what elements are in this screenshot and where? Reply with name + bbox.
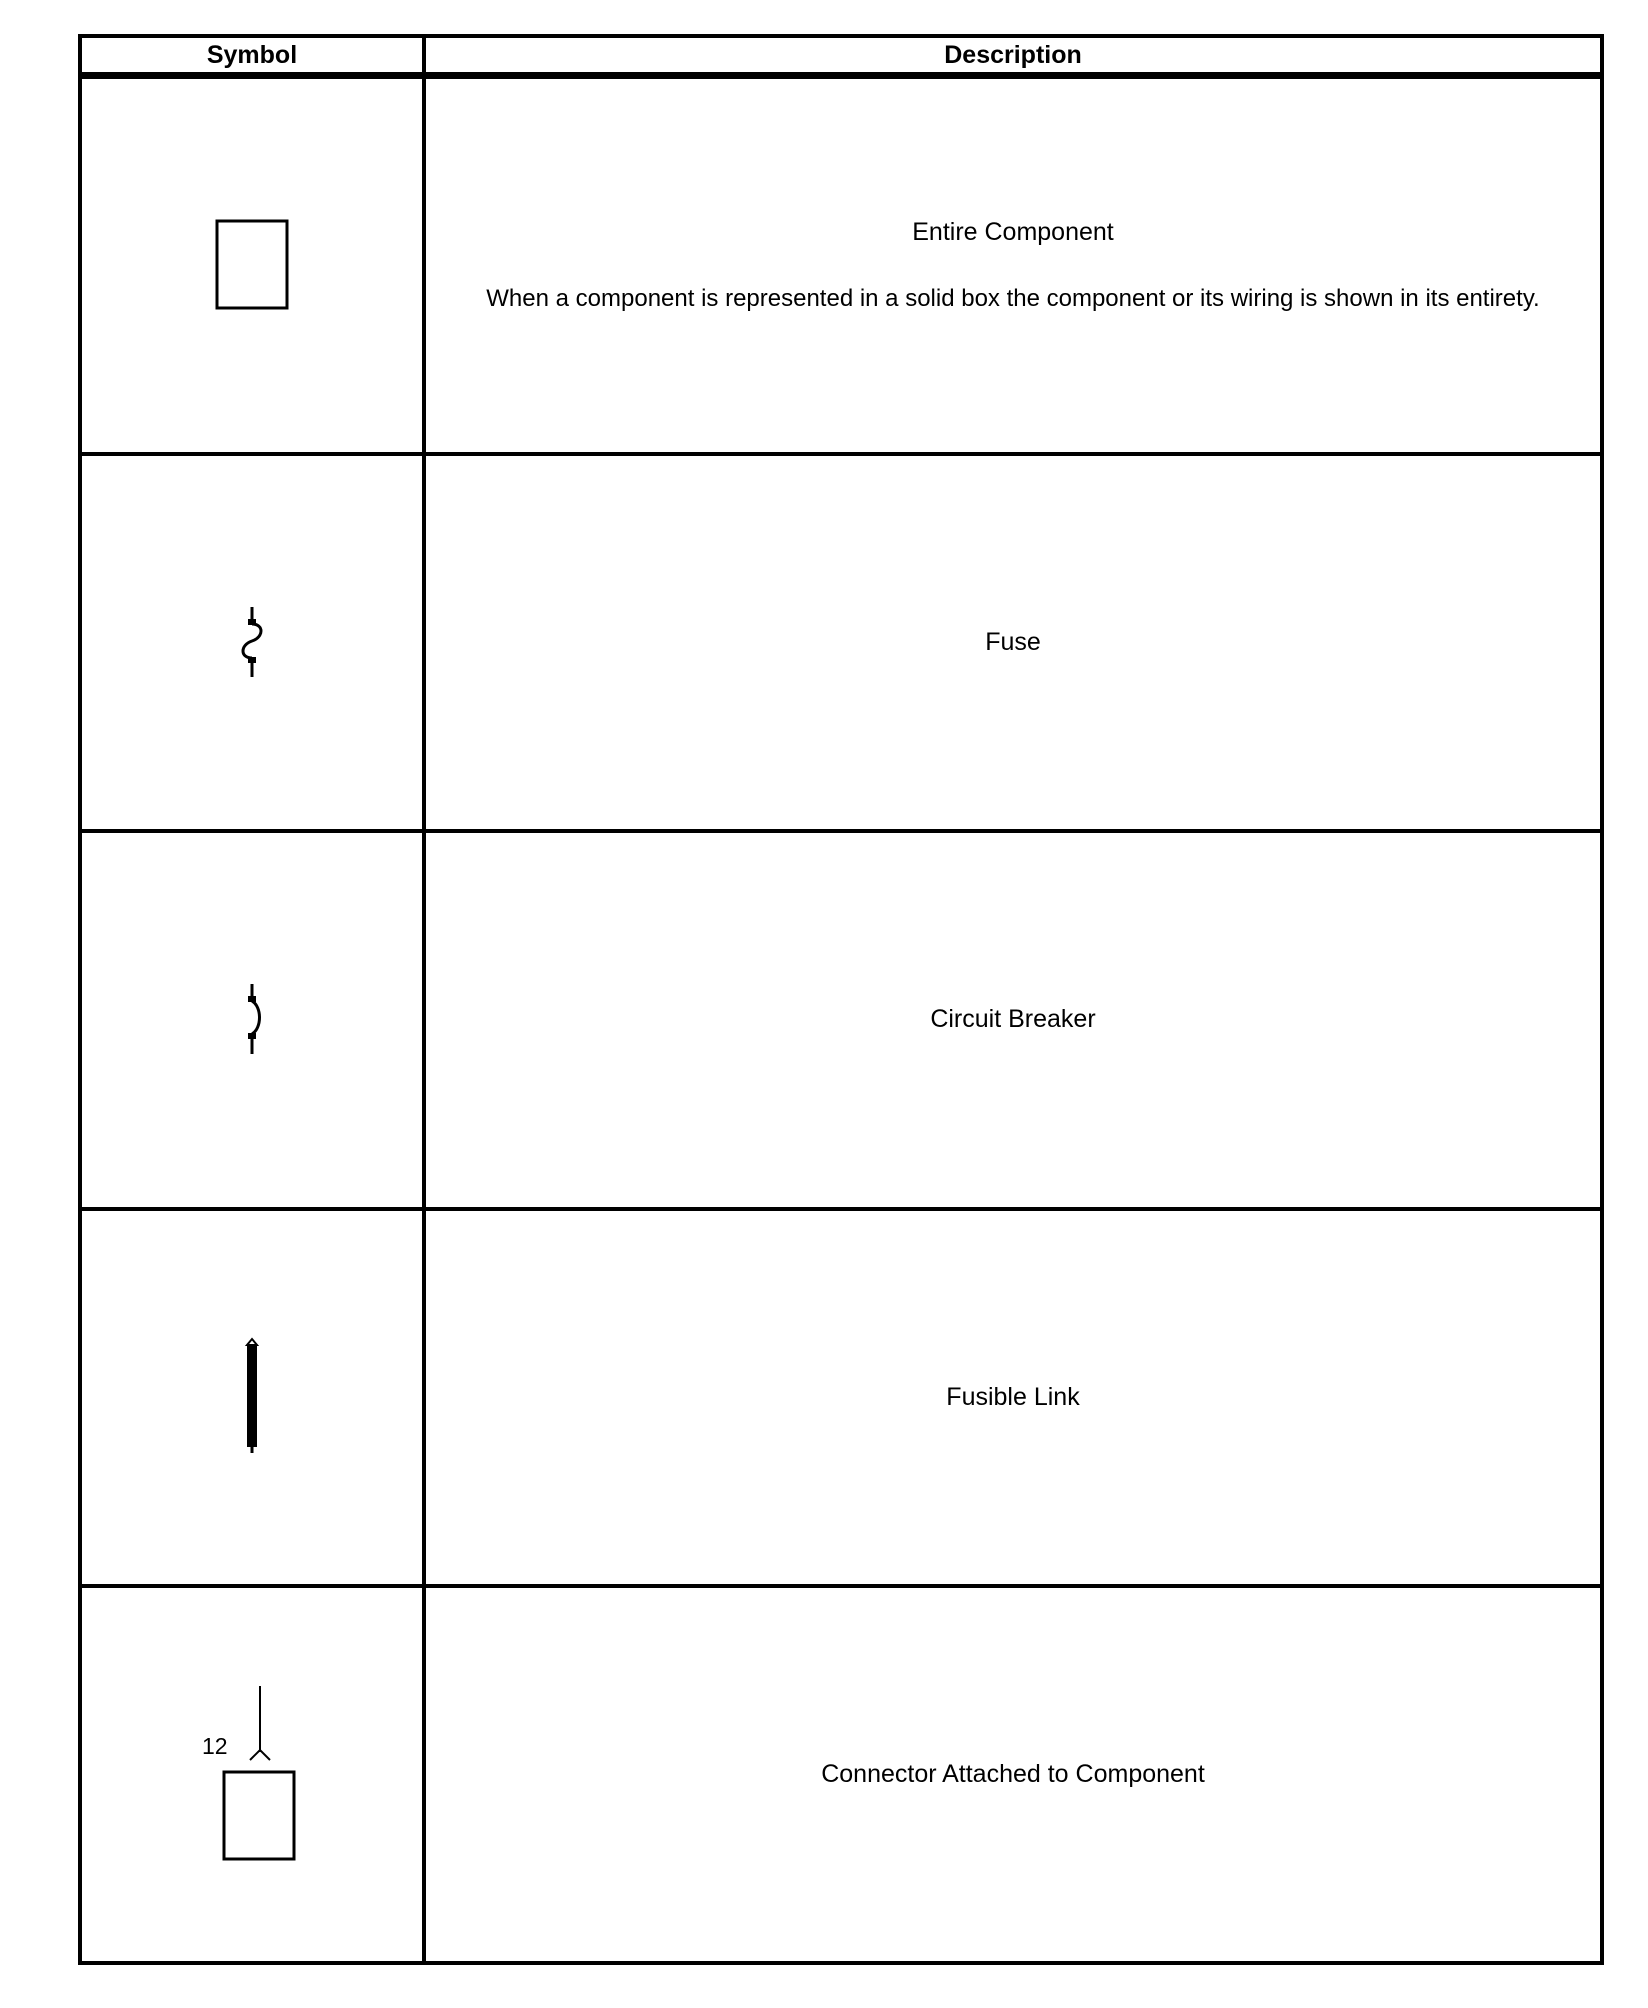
row-title: Entire Component bbox=[912, 218, 1114, 247]
symbol-cell bbox=[80, 1586, 424, 1963]
table-row bbox=[80, 831, 1602, 1208]
description-cell bbox=[424, 1209, 1602, 1586]
row-title: Fuse bbox=[985, 628, 1041, 657]
solid-box-icon bbox=[212, 216, 292, 316]
fuse-icon bbox=[232, 603, 272, 683]
symbol-legend-table bbox=[78, 34, 1604, 1965]
row-title: Connector Attached to Component bbox=[821, 1759, 1205, 1788]
table-row bbox=[80, 76, 1602, 455]
connector-pin-label: 12 bbox=[202, 1733, 228, 1760]
table-row bbox=[80, 1586, 1602, 1963]
symbol-column-header: Symbol bbox=[80, 36, 424, 76]
row-description: When a component is represented in a solid box the component or its wiring is shown in its entirety. bbox=[486, 285, 1540, 313]
description-cell bbox=[424, 76, 1602, 455]
symbol-cell bbox=[80, 831, 424, 1208]
fusible-link-icon bbox=[232, 1337, 272, 1457]
description-cell bbox=[424, 1586, 1602, 1963]
table-row bbox=[80, 454, 1602, 831]
symbol-cell bbox=[80, 1209, 424, 1586]
description-cell bbox=[424, 454, 1602, 831]
description-column-header: Description bbox=[424, 36, 1602, 76]
symbol-cell bbox=[80, 454, 424, 831]
table-header-row bbox=[80, 36, 1602, 76]
circuit-breaker-icon bbox=[232, 980, 272, 1060]
row-title: Fusible Link bbox=[946, 1382, 1080, 1411]
symbol-cell bbox=[80, 76, 424, 455]
table-row bbox=[80, 1209, 1602, 1586]
row-title: Circuit Breaker bbox=[930, 1005, 1096, 1034]
description-cell bbox=[424, 831, 1602, 1208]
connector-component-icon bbox=[202, 1684, 302, 1864]
